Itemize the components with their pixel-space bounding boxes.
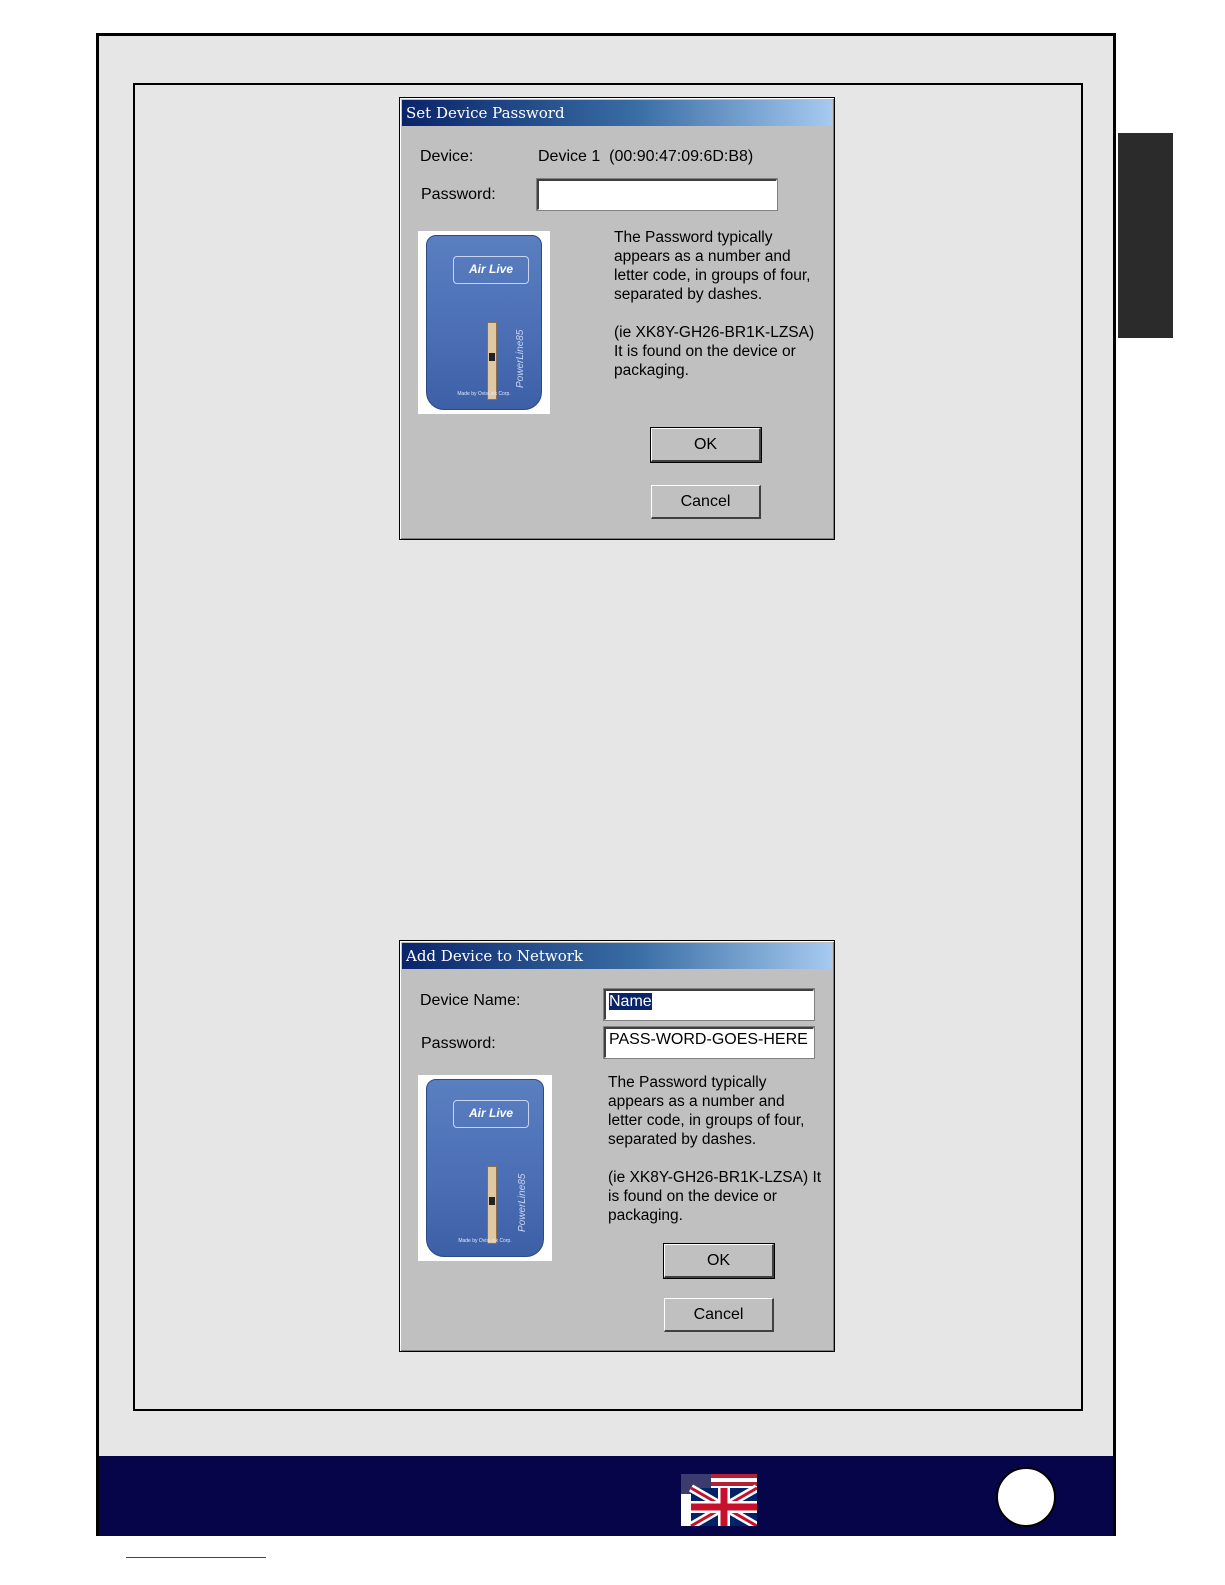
device-label: Device: — [420, 148, 474, 165]
add-device-to-network-dialog — [399, 940, 835, 1352]
dialog-title[interactable]: Set Device Password — [402, 100, 832, 126]
description-paragraph: (ie XK8Y-GH26-BR1K-LZSA) It is found on the device or packaging. — [608, 1169, 822, 1224]
device-name-selected-text: Name — [609, 993, 652, 1010]
cancel-button[interactable]: Cancel — [651, 485, 761, 519]
device-made-text: Made by OvisLink Corp. — [458, 1238, 512, 1244]
device-brand: PowerLine85 — [517, 1173, 528, 1232]
password-input[interactable] — [537, 179, 777, 210]
device-brand: PowerLine85 — [515, 329, 526, 388]
description-paragraph: The Password typically appears as a number and letter code, in groups of four, separated by dashes. — [614, 229, 811, 303]
password-label: Password: — [421, 186, 496, 203]
password-description — [614, 228, 824, 399]
device-logo: Air Live — [453, 1100, 529, 1128]
password-description — [608, 1073, 823, 1244]
device-photo — [418, 231, 550, 414]
chapter-side-tab — [1118, 133, 1173, 338]
ok-button[interactable]: OK — [651, 428, 761, 462]
device-name-input[interactable] — [604, 989, 814, 1020]
footer-bar — [96, 1456, 1116, 1536]
ok-button[interactable]: OK — [664, 1244, 774, 1278]
description-paragraph: (ie XK8Y-GH26-BR1K-LZSA) It is found on the device or packaging. — [614, 324, 815, 379]
password-label: Password: — [421, 1035, 496, 1052]
dialog-title[interactable]: Add Device to Network — [402, 943, 832, 969]
password-input[interactable]: PASS-WORD-GOES-HERE — [604, 1027, 814, 1058]
device-made-text: Made by OvisLink Corp. — [457, 391, 511, 397]
device-led-slot — [487, 322, 497, 400]
device-name-label: Device Name: — [420, 992, 521, 1009]
footer-link-underline — [126, 1557, 266, 1558]
device-logo: Air Live — [453, 256, 529, 284]
set-device-password-dialog — [399, 97, 835, 540]
device-photo — [418, 1075, 552, 1261]
us-uk-flag-icon — [681, 1474, 757, 1526]
page-number-circle — [996, 1467, 1056, 1527]
cancel-button[interactable]: Cancel — [664, 1298, 774, 1332]
device-value: Device 1 (00:90:47:09:6D:B8) — [538, 148, 754, 165]
description-paragraph: The Password typically appears as a number and letter code, in groups of four, separated by dashes. — [608, 1074, 805, 1148]
device-led-slot — [487, 1166, 497, 1244]
